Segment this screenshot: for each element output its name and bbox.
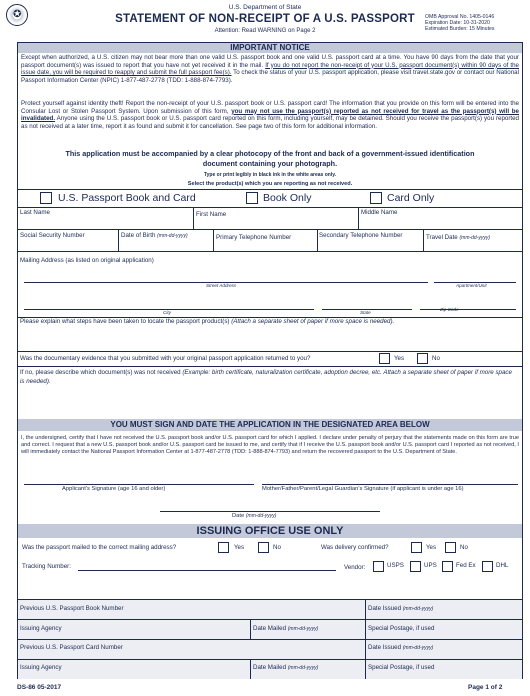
steps-taken-text: Please explain what steps have been taken to locate the passport product(s) <box>20 318 230 325</box>
applicant-signature-input[interactable] <box>24 470 254 484</box>
card-date-issued-label <box>368 644 433 651</box>
returned-no-label: No <box>432 355 440 362</box>
divider <box>18 251 522 252</box>
missing-documents-input[interactable] <box>18 387 522 417</box>
if-no-label <box>20 368 518 386</box>
parent-signature-input[interactable] <box>262 470 518 484</box>
divider <box>18 619 522 620</box>
notice-p1-a: Except when authorized, a U.S. citizen may not bear more than one valid U.S. passport book and one valid U.S. passport card at a time. You have 90 days from the date that your passport document(s) was issued to report that you have not yet received it in the mail. <box>21 54 519 69</box>
divider <box>250 619 251 639</box>
dob-input[interactable] <box>119 240 212 250</box>
notice-paragraph-1 <box>21 54 519 84</box>
if-no-text: If no, please describe which document(s) was not received <box>20 369 181 376</box>
vendor-usps-label: USPS <box>387 562 404 569</box>
signature-date-text: Date <box>232 513 245 519</box>
last-name-label: Last Name <box>20 209 50 216</box>
department-name: U.S. Department of State <box>228 4 302 11</box>
notice-p2-c: Anyone using the U.S. passport book or U.S. passport card reported on this form, including yourself, may be detained. Should you receive the passport(s) you reported as not received at a later time, report it as found and submit it for cancellation. See page two of this form for additional information. <box>21 115 519 130</box>
mailed-question: Was the passport mailed to the correct mailing address? <box>22 544 177 551</box>
book-and-card-checkbox[interactable] <box>40 192 52 204</box>
department-seal-icon: ✪ <box>6 4 28 26</box>
divider <box>18 189 522 190</box>
divider <box>18 229 522 230</box>
book-special-postage-label: Special Postage, if used <box>368 625 435 632</box>
omb-block <box>425 14 495 33</box>
card-date-mailed-label <box>253 664 318 671</box>
divider <box>250 659 251 679</box>
divider <box>18 366 522 367</box>
city-label: City <box>163 310 171 315</box>
delivery-yes-checkbox[interactable] <box>411 542 422 553</box>
book-only-label: Book Only <box>263 192 312 204</box>
form-id: DS-86 05-2017 <box>17 684 62 691</box>
notice-paragraph-2 <box>21 100 519 130</box>
omb-approval: OMB Approval No. 1405-0146 <box>425 14 495 20</box>
steps-taken-input[interactable] <box>18 326 522 350</box>
apartment-label: Apartment/Unit <box>456 283 487 288</box>
select-products-note: Select the product(s) which you are reporting as not received. <box>18 180 522 189</box>
vendor-fedex-checkbox[interactable] <box>442 561 453 572</box>
book-and-card-label: U.S. Passport Book and Card <box>58 192 196 204</box>
divider <box>18 351 522 352</box>
primary-phone-label: Primary Telephone Number <box>216 234 292 241</box>
tracking-label: Tracking Number: <box>22 563 71 570</box>
book-date-issued-text: Date Issued <box>368 605 402 612</box>
mailed-no-label: No <box>273 544 281 551</box>
middle-name-label: Middle Name <box>361 209 398 216</box>
card-date-issued-format: (mm-dd-yyyy) <box>402 645 434 651</box>
street-address-label: Street Address <box>206 283 237 288</box>
divider <box>365 599 366 679</box>
card-date-issued-text: Date Issued <box>368 644 402 651</box>
mailed-yes-label: Yes <box>234 544 245 551</box>
zip-label: Zip Code <box>440 307 459 312</box>
card-date-mailed-format: (mm-dd-yyyy) <box>287 665 319 671</box>
divider <box>18 639 522 640</box>
delivery-yes-label: Yes <box>426 544 437 551</box>
returned-yes-checkbox[interactable] <box>379 353 390 364</box>
vendor-usps-checkbox[interactable] <box>373 561 384 572</box>
divider <box>18 659 522 660</box>
card-issuing-agency-label: Issuing Agency <box>20 664 62 671</box>
book-only-checkbox[interactable] <box>246 192 258 204</box>
omb-expiration: Expiration Date: 10-31-2020 <box>425 20 490 27</box>
book-date-issued-label <box>368 605 433 612</box>
certification-text: I, the undersigned, certify that I have not received the U.S. passport book and/or U.S. passport card for which I applied. I declare under penalty of perjury that the statements made on this form are true and correct. I request that a new U.S. passport book and/or U.S. passport card be issued to me, and certify that if I receive the U.S. passport book and/or U.S. passport card I reported as not received, I will immediately contact the National Passport Information Center at 1-877-487-2778 (TDD: 1-888-874-7793) and return the recovered passport to the U.S. Department of State. <box>21 435 519 455</box>
parent-signature-line <box>262 484 518 485</box>
issuing-office-heading: ISSUING OFFICE USE ONLY <box>18 524 522 538</box>
prev-card-label: Previous U.S. Passport Card Number <box>20 644 123 651</box>
tracking-input[interactable] <box>78 557 336 569</box>
attention-note: Attention: Read WARNING on Page 2 <box>214 28 316 34</box>
travel-date-input[interactable] <box>424 242 521 250</box>
delivery-no-checkbox[interactable] <box>445 542 456 553</box>
page-number: Page 1 of 2 <box>468 684 503 691</box>
book-date-mailed-format: (mm-dd-yyyy) <box>287 626 319 632</box>
divider <box>18 207 522 208</box>
vendor-dhl-checkbox[interactable] <box>482 561 493 572</box>
divider <box>18 599 522 600</box>
photocopy-line-1: This application must be accompanied by a clear photocopy of the front and back of a government-issued identification <box>65 149 475 158</box>
card-date-mailed-text: Date Mailed <box>253 664 287 671</box>
apartment-input[interactable] <box>434 270 516 281</box>
notice-p2-a: Protect yourself against identity theft! Report the non-receipt of your U.S. passport book or U.S. passport card! The information that you provide on this form will be entered into the Consular Lost or Stolen Passport System. Upon submission of this form, <box>21 100 519 115</box>
delivery-question: Was delivery confirmed? <box>321 544 389 551</box>
vendor-dhl-label: DHL <box>496 562 509 569</box>
first-name-label: First Name <box>196 211 227 218</box>
secondary-phone-input[interactable] <box>318 240 422 250</box>
card-only-checkbox[interactable] <box>370 192 382 204</box>
steps-taken-note: (Attach a separate sheet of paper if more space is needed). <box>231 318 395 325</box>
dob-label <box>121 232 188 239</box>
applicant-signature-label: Applicant's Signature (age 16 and older) <box>62 486 166 492</box>
book-date-issued-format: (mm-dd-yyyy) <box>402 606 434 612</box>
notice-p1-b: If you do not report the non-receipt of your U.S. passport document(s) within 90 days of the issue date, you will be required to reapply and submit the full passport fee(s). <box>21 61 519 77</box>
photocopy-requirement <box>18 149 522 169</box>
signature-date-format: (mm-dd-yyyy) <box>245 513 277 519</box>
applicant-signature-line <box>24 484 254 485</box>
book-date-mailed-text: Date Mailed <box>253 625 287 632</box>
dob-format: (mm-dd-yyyy) <box>157 233 188 239</box>
card-special-postage-label: Special Postage, if used <box>368 664 435 671</box>
travel-date-label <box>426 234 490 241</box>
signature-date-input[interactable] <box>160 498 380 510</box>
ssn-input[interactable] <box>18 240 117 250</box>
street-address-input[interactable] <box>24 270 428 281</box>
vendor-ups-checkbox[interactable] <box>410 561 421 572</box>
form-title: STATEMENT OF NON-RECEIPT OF A U.S. PASSPORT <box>115 13 415 25</box>
notice-p1-c: To check the status of your U.S. passport application, please visit travel.state.gov or contact our National Passport Information Center (NPIC) 1-877-487-2778 (TDD: 1-888-874-7793). <box>21 69 519 84</box>
travel-date-text: Travel Date <box>426 234 458 241</box>
last-name-input[interactable] <box>18 216 192 228</box>
vendor-fedex-label: Fed Ex <box>456 562 476 569</box>
middle-name-input[interactable] <box>359 216 521 228</box>
primary-phone-input[interactable] <box>214 242 316 250</box>
returned-no-checkbox[interactable] <box>417 353 428 364</box>
city-input[interactable] <box>24 296 314 308</box>
signature-date-line <box>160 511 380 512</box>
signature-date-label <box>232 513 276 519</box>
photocopy-line-2: document containing your photograph. <box>202 159 338 168</box>
vendor-label: Vendor: <box>344 564 366 571</box>
mailing-address-label: Mailing Address (as listed on original application) <box>20 257 154 264</box>
zip-input[interactable] <box>420 296 516 306</box>
dob-text: Date of Birth <box>121 232 156 239</box>
omb-burden: Estimated Burden: 15 Minutes <box>425 26 495 33</box>
prev-book-label: Previous U.S. Passport Book Number <box>20 605 124 612</box>
parent-signature-label: Mother/Father/Parent/Legal Guardian's Signature (if applicant is under age 16) <box>262 486 464 492</box>
book-date-mailed-label <box>253 625 318 632</box>
notice-p2-b: you may not use the passport(s) reported as not received for travel as the passport(s) will be invalidated. <box>21 107 519 123</box>
steps-taken-label <box>20 318 394 325</box>
secondary-phone-label: Secondary Telephone Number <box>319 232 403 239</box>
state-input[interactable] <box>322 296 412 308</box>
if-no-example: (Example: birth certificate, naturalization certificate, adoption decree, etc. Attach a separate sheet of paper if more space is needed). <box>20 369 512 385</box>
mailed-no-checkbox[interactable] <box>258 542 269 553</box>
zip-line <box>420 309 516 310</box>
returned-question: Was the documentary evidence that you submitted with your original passport application returned to you? <box>20 355 311 362</box>
delivery-no-label: No <box>460 544 468 551</box>
travel-date-format: (mm-dd-yyyy) <box>459 235 491 241</box>
tracking-line <box>78 570 336 571</box>
returned-yes-label: Yes <box>394 355 405 362</box>
book-issuing-agency-label: Issuing Agency <box>20 625 62 632</box>
card-only-label: Card Only <box>387 192 435 204</box>
mailed-yes-checkbox[interactable] <box>218 542 229 553</box>
first-name-input[interactable] <box>194 218 357 228</box>
vendor-ups-label: UPS <box>424 562 437 569</box>
state-label: State <box>360 310 371 315</box>
type-print-note: Type or print legibly in black ink in the white areas only. <box>203 172 337 178</box>
notice-heading: IMPORTANT NOTICE <box>18 43 522 53</box>
signature-heading: YOU MUST SIGN AND DATE THE APPLICATION IN THE DESIGNATED AREA BELOW <box>18 419 522 431</box>
ssn-label: Social Security Number <box>20 232 85 239</box>
